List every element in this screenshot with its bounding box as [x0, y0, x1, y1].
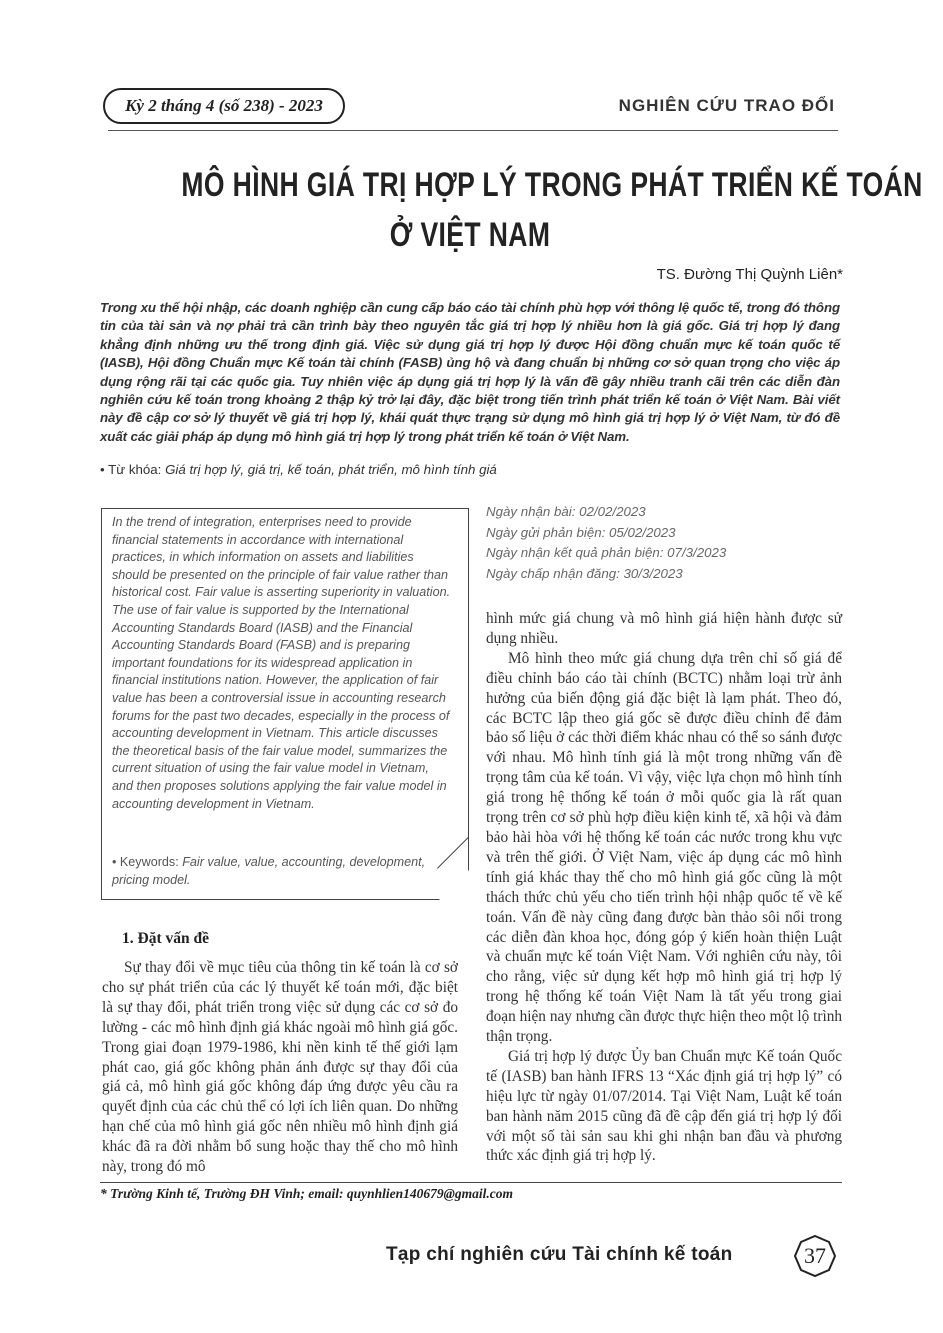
abstract-vietnamese: Trong xu thế hội nhập, các doanh nghiệp cần cung cấp báo cáo tài chính phù hợp với thông lệ quốc tế, trong đó thông tin của tài sản và nợ phải trả cần trình bày theo nguyên tắc giá trị hợp lý nhiều hơn là giá gốc. Giá trị hợp lý đang khẳng định những ưu thế trong định giá. Việc sử dụng giá trị hợp lý được Hội đồng chuẩn mực kế toán quốc tế (IASB), Hội đồng Chuẩn mực Kế toán tài chính (FASB) ủng hộ và đang chuẩn bị những cơ sở quan trọng cho việc áp dụng rộng rãi tại các quốc gia. Tuy nhiên việc áp dụng giá trị hợp lý là vấn đề gây nhiều tranh cãi trên các diễn đàn nghiên cứu kế toán trong khoảng 2 thập kỷ trở lại đây, đặc biệt trong tiến trình phát triển kế toán ở Việt Nam. Bài viết này đề cập cơ sở lý thuyết về giá trị hợp lý, khái quát thực trạng sử dụng mô hình giá trị hợp lý ở Việt Nam, từ đó đề xuất các giải pháp áp dụng mô hình giá trị hợp lý trong phát triển kế toán ở Việt Nam. — [100, 300, 840, 444]
date-accepted: Ngày chấp nhận đăng: 30/3/2023 — [486, 565, 683, 581]
submission-dates — [486, 502, 846, 584]
body-column-right — [486, 609, 842, 1166]
footnote: * Trường Kinh tế, Trường ĐH Vinh; email: quynhlien140679@gmail.com — [100, 1186, 513, 1201]
section-heading: 1. Đặt vấn đề — [122, 930, 209, 947]
body-column-left — [102, 958, 458, 1177]
paragraph: Mô hình theo mức giá chung dựa trên chỉ số giá để điều chỉnh báo cáo tài chính (BCTC) nhằm loại trừ ảnh hưởng của biến động giá đặc biệt là lạm phát. Theo đó, các BCTC lập theo giá gốc sẽ được điều chỉnh để đảm bảo số liệu ở các thời điểm khác nhau có thể so sánh được với nhau. Mô hình tính giá là một trong những vấn đề trọng tâm của kế toán. Vì vậy, việc lựa chọn mô hình tính giá trong hệ thống kế toán ở mỗi quốc gia là rất quan trọng trên cơ sở phù hợp điều kiện kinh tế, xã hội và đảm bảo hài hòa với hệ thống kế toán các nước trong khu vực và trên thế giới. Ở Việt Nam, việc áp dụng các mô hình tính giá khác thay thế cho mô hình giá gốc cũng là một thách thức chủ yếu cho tiến trình hội nhập quốc tế về kế toán. Vấn đề này cũng đang được bàn thảo sôi nổi trong các diễn đàn khoa học, đóng góp ý kiến hoàn thiện Luật và chuẩn mực kế toán Việt Nam. Với nghiên cứu này, tôi cho rằng, việc sử dụng kết hợp mô hình giá trị hợp lý trong hệ thống kế toán Việt Nam là tất yếu trong giai đoạn hiện nay nhưng cần được thực hiện theo một lộ trình thận trọng. — [486, 649, 842, 1046]
header-divider — [108, 130, 838, 131]
date-sent-review: Ngày gửi phản biện: 05/02/2023 — [486, 524, 676, 540]
keywords-vi-text: Giá trị hợp lý, giá trị, kế toán, phát triển, mô hình tính giá — [165, 462, 497, 477]
paragraph: Sự thay đổi về mục tiêu của thông tin kế toán là cơ sở cho sự phát triển của các lý thuyết kế toán mới, đặc biệt là sự thay đổi, phát triển trong việc sử dụng các cơ sở đo lường - các mô hình định giá khác ngoài mô hình giá gốc. Trong giai đoạn 1979-1986, khi nền kinh tế thế giới lạm phát cao, giá gốc không phản ánh được sự thay đổi của giá cả, mô hình giá gốc không đáp ứng được yêu cầu ra quyết định của các chủ thể có lợi ích liên quan. Do những hạn chế của mô hình giá gốc nên nhiều mô hình định giá khác đã ra đời nhằm bổ sung hoặc thay thế cho mô hình này, trong đó mô — [102, 959, 458, 1176]
paragraph: hình mức giá chung và mô hình giá hiện hành được sử dụng nhiều. — [486, 610, 842, 647]
date-review-result: Ngày nhận kết quả phản biện: 07/3/2023 — [486, 545, 727, 561]
keywords-vi-label: • Từ khóa: — [100, 462, 162, 477]
keywords-vietnamese — [100, 462, 840, 477]
issue-text: Kỳ 2 tháng 4 (số 238) - 2023 — [125, 96, 323, 115]
title-line-2: Ở VIỆT NAM — [389, 216, 551, 254]
section-label: NGHIÊN CỨU TRAO ĐỔI — [618, 96, 835, 115]
page-number: 37 — [804, 1243, 826, 1268]
keywords-english — [112, 854, 442, 889]
article-title — [181, 160, 923, 260]
author: TS. Đường Thị Quỳnh Liên* — [656, 266, 843, 283]
title-line-1: MÔ HÌNH GIÁ TRỊ HỢP LÝ TRONG PHÁT TRIỂN KẾ TOÁN — [181, 166, 923, 204]
abstract-english: In the trend of integration, enterprises need to provide financial statements in accordance with international practices, in which information on assets and liabilities should be presented on the principle of fair value rather than historical cost. Fair value is asserting superiority in valuation. The use of fair value is supported by the International Accounting Standards Board (IASB) and the Financial Accounting Standards Board (FASB) and is preparing important foundations for its widespread application in financial institutions nation. However, the application of fair value has been a controversial issue in accounting research forums for the past two decades, especially in the process of accounting development in Vietnam. This article discusses the theoretical basis of the fair value model, summarizes the current situation of using the fair value model in Vietnam, and then proposes solutions applying the fair value model in accounting development in Vietnam. — [112, 515, 451, 811]
keywords-en-text: Fair value, value, accounting, development, pricing model. — [112, 855, 426, 887]
keywords-en-label: • Keywords: — [112, 855, 179, 869]
journal-name: Tạp chí nghiên cứu Tài chính kế toán — [386, 1244, 733, 1265]
issue-label — [103, 88, 345, 124]
paragraph: Giá trị hợp lý được Ủy ban Chuẩn mực Kế toán Quốc tế (IASB) ban hành IFRS 13 “Xác định giá trị hợp lý” có hiệu lực từ ngày 01/07/2014. Tại Việt Nam, Luật kế toán ban hành năm 2015 cũng đã đề cập đến giá trị hợp lý đối với một số tài sản sau khi ghi nhận ban đầu và phương thức xác định giá trị hợp lý. — [486, 1047, 842, 1165]
date-received: Ngày nhận bài: 02/02/2023 — [486, 504, 646, 519]
footnote-divider — [100, 1182, 842, 1183]
